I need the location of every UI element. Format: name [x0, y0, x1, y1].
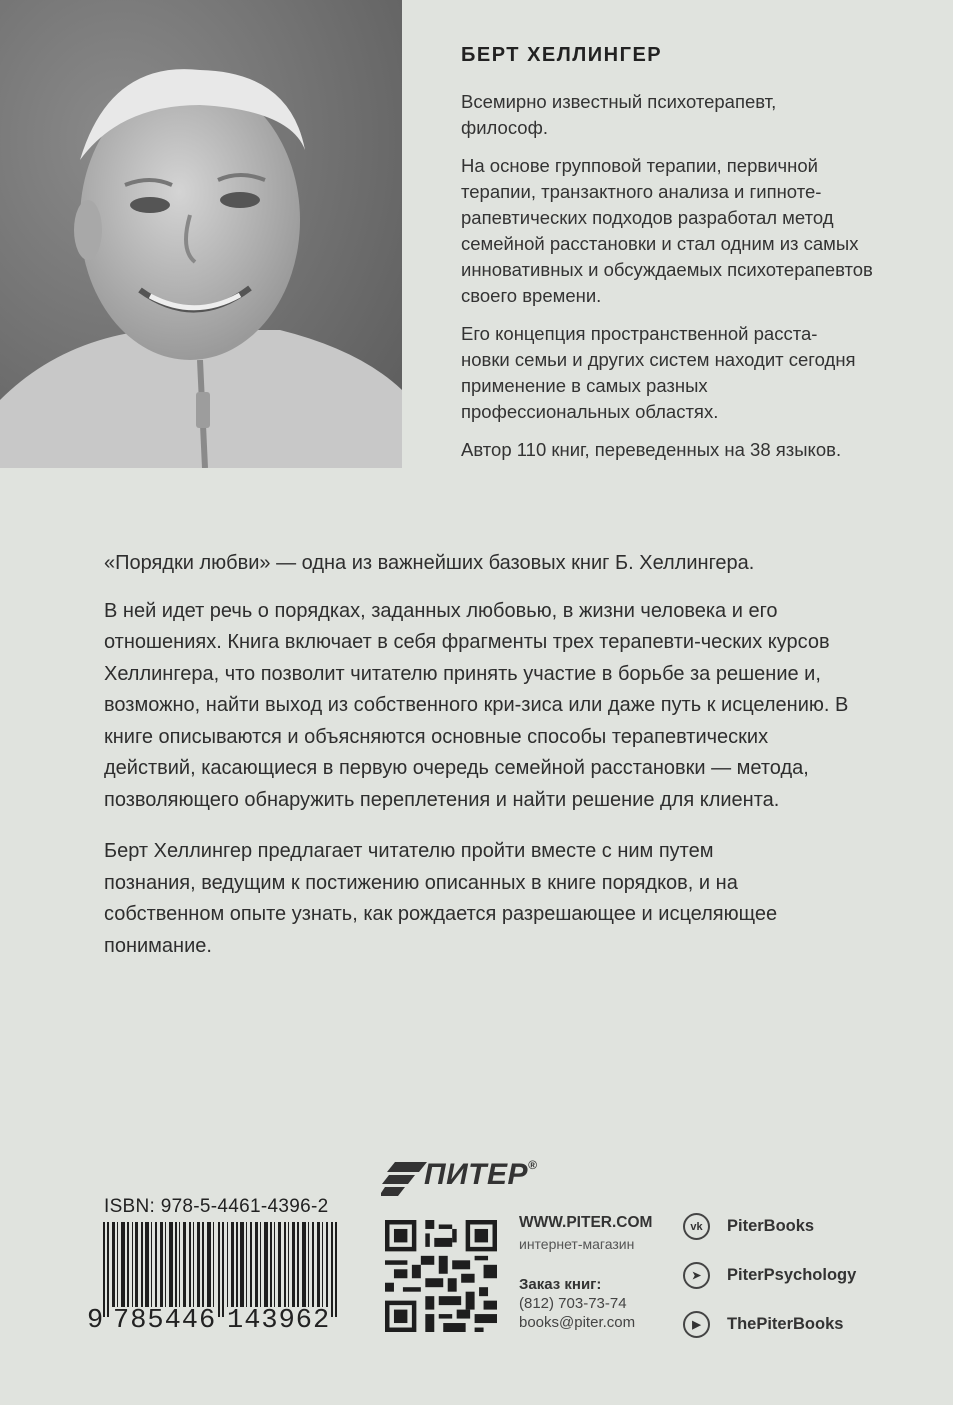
- description-paragraph: В ней идет речь о порядках, заданных любовью, в жизни человека и его отношениях. Книга включает в себя фрагменты трех терапевти-ческих курсов Хеллингера, что позволит читателю принять участие в борьбе за решение и, возможно, найти выход из собственного кри-зиса или даже путь к исцелению. В книге описываются и объясняются основные способы терапевтических действий, касающиеся в первую очередь семейной расстановки — метода, позволяющего обнаружить переплетения и найти решение для клиента.: [104, 599, 849, 811]
- telegram-icon: ➤: [683, 1262, 710, 1289]
- book-description: [104, 548, 864, 982]
- social-label: PiterBooks: [727, 1217, 815, 1235]
- order-label: Заказ книг:: [519, 1276, 602, 1293]
- website-link: WWW.PITER.COM: [519, 1214, 653, 1231]
- social-label: PiterPsychology: [727, 1266, 857, 1284]
- piter-logo-icon: [381, 1160, 429, 1200]
- barcode-digit-first: 9: [87, 1306, 105, 1336]
- social-item-vk: [683, 1212, 856, 1241]
- description-paragraph: «Порядки любви» — одна из важнейших базовых книг Б. Хеллингера.: [104, 552, 755, 574]
- social-label: ThePiterBooks: [727, 1315, 844, 1333]
- author-name: БЕРТ ХЕЛЛИНГЕР: [461, 44, 663, 66]
- author-bio-paragraph: Всемирно известный психотерапевт, философ.: [461, 91, 777, 138]
- author-bio-paragraph: Автор 110 книг, переведенных на 38 языков.: [461, 439, 842, 460]
- publisher-contacts: [519, 1214, 689, 1331]
- qr-code: [385, 1220, 497, 1332]
- author-bio-paragraph: Его концепция пространственной расста-новки семьи и других систем находит сегодня применение в самых разных профессиональных областях.: [461, 323, 856, 422]
- author-bio-paragraph: На основе групповой терапии, первичной терапии, транзактного анализа и гипноте-рапевтических подходов разработал метод семейной расстановки и стал одним из самых инновативных и обсуждаемых психотерапевтов своего времени.: [461, 155, 873, 306]
- author-photo: [0, 0, 402, 468]
- barcode: [87, 1193, 347, 1343]
- publisher-logo: [424, 1158, 537, 1192]
- order-phone: (812) 703-73-74: [519, 1295, 627, 1312]
- social-item-video: [683, 1310, 856, 1339]
- order-email: books@piter.com: [519, 1314, 636, 1331]
- publisher-logo-text: ПИТЕР: [424, 1158, 528, 1191]
- vk-icon: vk: [683, 1213, 710, 1240]
- social-links: [683, 1212, 856, 1359]
- description-paragraph: Берт Хеллингер предлагает читателю пройти вместе с ним путем познания, ведущим к постижению описанных в книге порядков, и на собственном опыте узнать, как рождается разрешающее и исцеляющее понимание.: [104, 840, 778, 957]
- barcode-bars: [103, 1222, 343, 1317]
- author-bio: [461, 44, 901, 475]
- registered-mark: ®: [528, 1158, 538, 1172]
- isbn-label: ISBN: 978-5-4461-4396-2: [104, 1196, 329, 1217]
- barcode-digits-left: 785446: [113, 1306, 217, 1336]
- play-icon: ▶: [683, 1311, 710, 1338]
- social-item-telegram: [683, 1261, 856, 1290]
- shop-label: интернет-магазин: [519, 1236, 635, 1252]
- barcode-digits-right: 143962: [227, 1306, 331, 1336]
